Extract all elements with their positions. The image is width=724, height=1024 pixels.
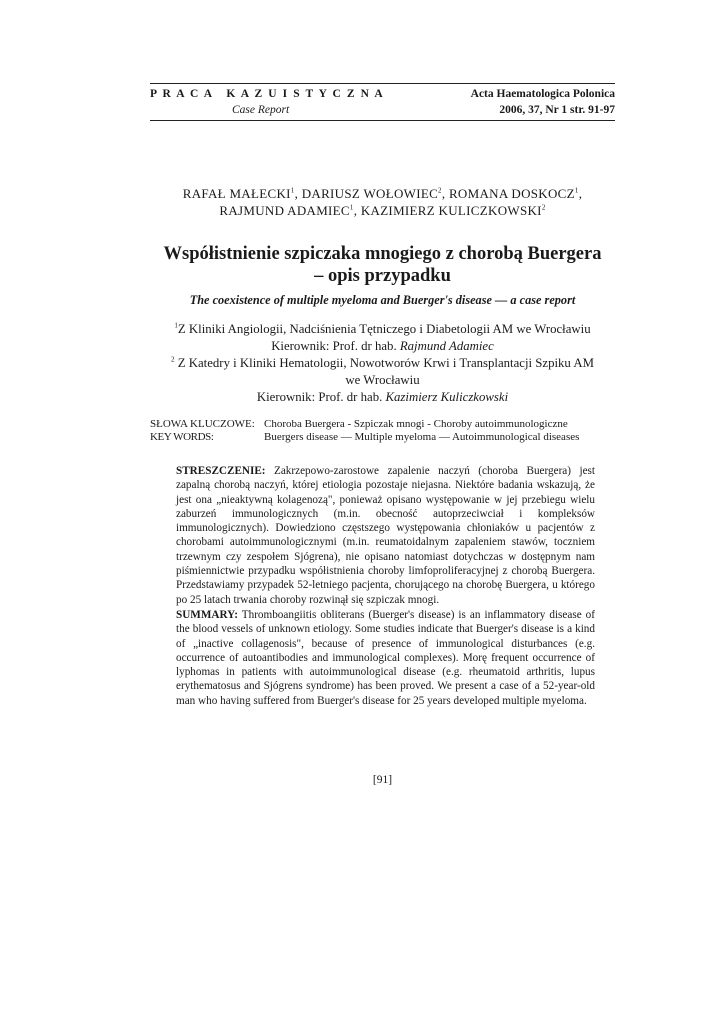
affiliation-1: $^1$Z Kliniki Angiologii, Nadciśnienia Tętniczego i Diabetologii AM we Wrocławiu [174,321,591,336]
abstract-polish-label: STRESZCZENIE: [176,465,266,477]
affiliation-2: $^2$ Z Katedry i Kliniki Hematologii, Nowotworów Krwi i Transplantacji Szpiku AM [171,355,594,370]
section-label-pl: P R A C A K A Z U I S T Y C Z N A [150,88,385,100]
article-title-line-2: – opis przypadku [314,266,451,286]
journal-issue: 2006, 37, Nr 1 str. 91-97 [499,104,615,116]
header-bottom-rule [150,120,615,121]
keywords-pl-value: Choroba Buergera - Szpiczak mnogi - Choroby autoimmunologiczne [264,418,568,430]
abstract-polish [176,464,595,607]
keywords-pl-label: SŁOWA KLUCZOWE: [150,418,255,430]
affiliation-2-cont: we Wrocławiu [345,373,420,387]
abstract-english-label: SUMMARY: [176,609,238,621]
keywords-en-value: Buergers disease — Multiple myeloma — Autoimmunological diseases [264,431,580,443]
author-kuliczkowski: , KAZIMIERZ KULICZKOWSKI$^2$ [353,203,546,218]
affiliation-2-head: Kierownik: Prof. dr hab. Kazimierz Kuliczkowski [256,390,509,404]
article-title-english: The coexistence of multiple myeloma and Buerger's disease — a case report [189,293,576,307]
article-title-line-1: Współistnienie szpiczaka mnogiego z chorobą Buergera [163,244,602,264]
author-adamiec: RAJMUND ADAMIEC$^1$ [219,203,354,218]
affiliation-1-head: Kierownik: Prof. dr hab. Rajmund Adamiec [271,339,494,353]
author-doskocz: , ROMANA DOSKOCZ$^1$ [441,186,579,201]
abstract-english [176,608,595,708]
section-label-en: Case Report [232,104,290,116]
author-wolowiec: , DARIUSZ WOŁOWIEC$^2$ [294,186,442,201]
author-malecki: RAFAŁ MAŁECKI$^1$ [182,186,295,201]
header-top-rule [150,83,615,84]
authors-line-2 [150,202,615,219]
authors-line-1: RAFAŁ MAŁECKI$^1$, DARIUSZ WOŁOWIEC$^2$, ROMANA DOSKOCZ$^1$, [182,186,583,201]
abstract-english-text: Thromboangiitis obliterans (Buerger's disease) is an inflammatory disease of the blood vessels of unknown etiology. Some studies indicate that Buerger's disease is a kind of „inactive collagenosis", because of presence of immunological disturbances (e.g. occurrence of autoantibodies and immunological complexes). Morę frequent occurrence of lyphomas in patients with autoimmunological disease (e.g. rheumatoid arthritis, lupus erythematosus and Sjógrens syndrome) has been proved. We present a case of a 52-year-old man who having suffered from Buerger's disease for 25 years developed multiple myeloma. [176,609,595,707]
journal-name: Acta Haematologica Polonica [470,88,615,100]
abstract-polish-text: Zakrzepowo-zarostowe zapalenie naczyń (choroba Buergera) jest zapalną chorobą naczyń, której etiologia pozostaje niejasna. Niektóre badania wskazują, że jest ona „nieaktywną kolagenozą", ponieważ opisano występowanie w jej przebiegu wielu zaburzeń immunologicznych (m.in. obecność autoprzeciwciał i kompleksów immunologicznych). Dowiedziono częstszego występowania chłoniaków u pacjentów z chorobami autoimmunologicznymi (m.in. reumatoidalnym zapaleniem stawów, toczniem trzewnym czy zespołem Sjógrena), nie opisano natomiast dotychczas w dostępnym nam piśmiennictwie przypadku współistnienia choroby limfoproliferacyjnej z chorobą Buergera. Przedstawiamy przypadek 52-letniego pacjenta, chorującego na chorobę Buergera, u którego po 25 latach trwania choroby rozwinął się szpiczak mnogi. [176,465,595,606]
keywords-en-label: KEY WORDS: [150,431,214,443]
page-number: [91] [372,774,393,786]
